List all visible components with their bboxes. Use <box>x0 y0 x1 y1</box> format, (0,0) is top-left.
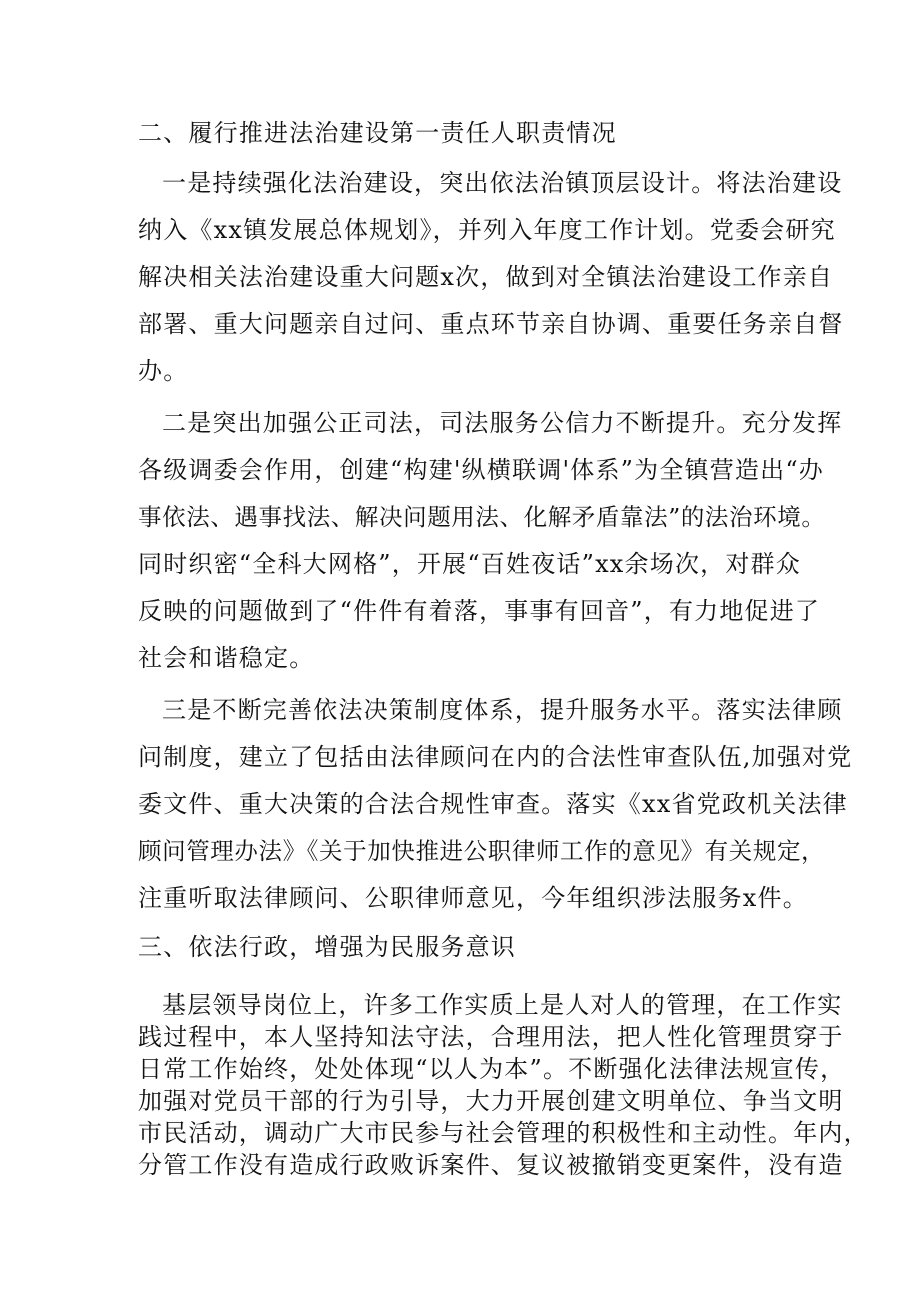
paragraph-line: 顾问管理办法》《关于加快推进公职律师工作的意见》有关规定， <box>138 837 826 865</box>
paragraph-line: 三是不断完善依法决策制度体系，提升服务水平。落实法律顾 <box>162 696 843 724</box>
section-heading-3: 三、依法行政，增强为民服务意识 <box>138 933 516 961</box>
paragraph-line: 纳入《xx镇发展总体规划》，并列入年度工作计划。党委会研究 <box>138 216 836 244</box>
paragraph-line: 基层领导岗位上，许多工作实质上是人对人的管理，在工作实 <box>162 991 843 1019</box>
paragraph-line: 践过程中，本人坚持知法守法，合理用法，把人性化管理贯穿于 <box>138 1023 844 1051</box>
paragraph-line: 解决相关法治建设重大问题x次，做到对全镇法治建设工作亲自 <box>138 263 834 291</box>
paragraph-line: 事依法、遇事找法、解决问题用法、化解矛盾靠法”的法治环境。 <box>138 503 826 531</box>
paragraph-line: 各级调委会作用，创建“构建'纵横联调'体系”为全镇营造出“办 <box>138 456 825 484</box>
paragraph-line: 日常工作始终，处处体现“以人为本”。不断强化法律法规宣传， <box>138 1055 846 1083</box>
paragraph-line: 社会和谐稳定。 <box>138 644 315 672</box>
paragraph-line: 二是突出加强公正司法，司法服务公信力不断提升。充分发挥 <box>162 409 843 437</box>
paragraph-line: 加强对党员干部的行为引导，大力开展创建文明单位、争当文明 <box>138 1087 844 1115</box>
paragraph-line: 问制度，建立了包括由法律顾问在内的合法性审查队伍,加强对党 <box>138 743 853 771</box>
section-heading-2: 二、履行推进法治建设第一责任人职责情况 <box>138 119 617 147</box>
paragraph-line: 一是持续强化法治建设，突出依法治镇顶层设计。将法治建设 <box>162 169 843 197</box>
paragraph-line: 同时织密“全科大网格”，开展“百姓夜话”xx余场次，对群众 <box>138 550 801 578</box>
paragraph-line: 反映的问题做到了“件件有着落，事事有回音”，有力地促进了 <box>138 597 821 625</box>
paragraph-line: 注重听取法律顾问、公职律师意见，今年组织涉法服务x件。 <box>138 884 808 912</box>
paragraph-line: 市民活动，调动广大市民参与社会管理的积极性和主动性。年内， <box>138 1119 869 1147</box>
paragraph-line: 分管工作没有造成行政败诉案件、复议被撤销变更案件，没有造 <box>138 1151 844 1179</box>
paragraph-line: 办。 <box>138 357 189 385</box>
paragraph-line: 部署、重大问题亲自过问、重点环节亲自协调、重要任务亲自督 <box>138 310 844 338</box>
paragraph-line: 委文件、重大决策的合法合规性审查。落实《xx省党政机关法律 <box>138 790 848 818</box>
